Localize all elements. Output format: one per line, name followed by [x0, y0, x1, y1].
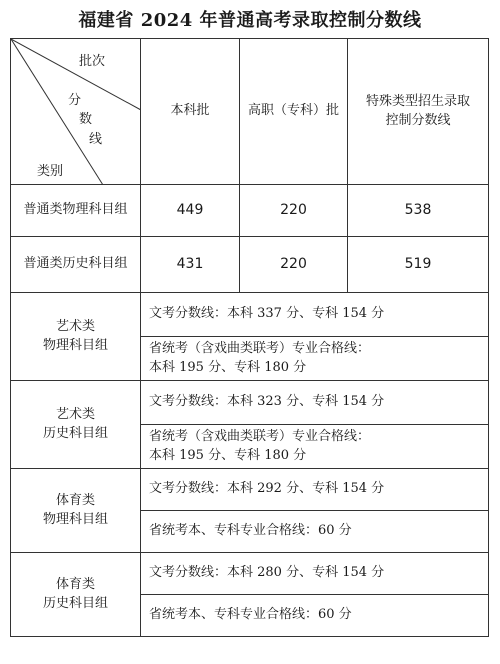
row-undergrad-score: 449	[141, 185, 240, 237]
row-category: 普通类物理科目组	[11, 185, 141, 237]
row-vocational-score: 220	[240, 237, 348, 293]
group-row	[11, 553, 489, 595]
row-special-score: 538	[348, 185, 489, 237]
table-header-row	[11, 39, 489, 185]
group-professional-score: 省统考本、专科专业合格线：60 分	[141, 595, 489, 637]
group-professional-score: 省统考本、专科专业合格线：60 分	[141, 511, 489, 553]
group-culture-score: 文考分数线：本科 323 分、专科 154 分	[141, 381, 489, 425]
table-row	[11, 185, 489, 237]
corner-label-score-2: 数	[79, 112, 93, 127]
header-special	[348, 39, 489, 185]
group-culture-score: 文考分数线：本科 292 分、专科 154 分	[141, 469, 489, 511]
group-professional-line-1: 省统考（含戏曲类联考）专业合格线：	[149, 340, 371, 356]
group-category-line-1: 艺术类	[55, 406, 95, 422]
group-professional-score	[141, 425, 489, 469]
group-professional-line-2: 本科 195 分、专科 180 分	[149, 359, 307, 375]
header-undergrad: 本科批	[141, 39, 240, 185]
group-category	[11, 381, 141, 469]
group-category-line-1: 体育类	[55, 576, 95, 592]
diagonal-lines	[11, 39, 141, 185]
group-category-line-2: 历史科目组	[42, 595, 108, 611]
row-vocational-score: 220	[240, 185, 348, 237]
group-category	[11, 469, 141, 553]
group-category	[11, 553, 141, 637]
group-professional-line-1: 省统考（含戏曲类联考）专业合格线：	[149, 428, 371, 444]
group-culture-score: 文考分数线：本科 280 分、专科 154 分	[141, 553, 489, 595]
header-special-line-1: 特殊类型招生录取	[365, 93, 470, 109]
group-category-line-1: 艺术类	[55, 318, 95, 334]
group-category-line-2: 物理科目组	[42, 511, 108, 527]
group-category-line-2: 物理科目组	[42, 337, 108, 353]
corner-label-category: 类别	[37, 164, 64, 179]
group-category-line-2: 历史科目组	[42, 425, 108, 441]
group-professional-score	[141, 337, 489, 381]
group-row	[11, 469, 489, 511]
group-row	[11, 381, 489, 425]
corner-label-score-3: 线	[89, 132, 103, 147]
row-special-score: 519	[348, 237, 489, 293]
group-category	[11, 293, 141, 381]
page-title: 福建省 2024 年普通高考录取控制分数线	[78, 10, 422, 31]
group-category-line-1: 体育类	[55, 492, 95, 508]
group-row	[11, 293, 489, 337]
diagonal-corner-cell	[11, 39, 141, 185]
row-undergrad-score: 431	[141, 237, 240, 293]
table-row	[11, 237, 489, 293]
score-table	[10, 38, 489, 637]
header-special-line-2: 控制分数线	[385, 112, 451, 128]
row-category: 普通类历史科目组	[11, 237, 141, 293]
header-vocational: 高职（专科）批	[240, 39, 348, 185]
group-professional-line-2: 本科 195 分、专科 180 分	[149, 447, 307, 463]
group-culture-score: 文考分数线：本科 337 分、专科 154 分	[141, 293, 489, 337]
corner-label-score-1: 分	[68, 93, 82, 108]
corner-label-batch: 批次	[79, 54, 106, 69]
